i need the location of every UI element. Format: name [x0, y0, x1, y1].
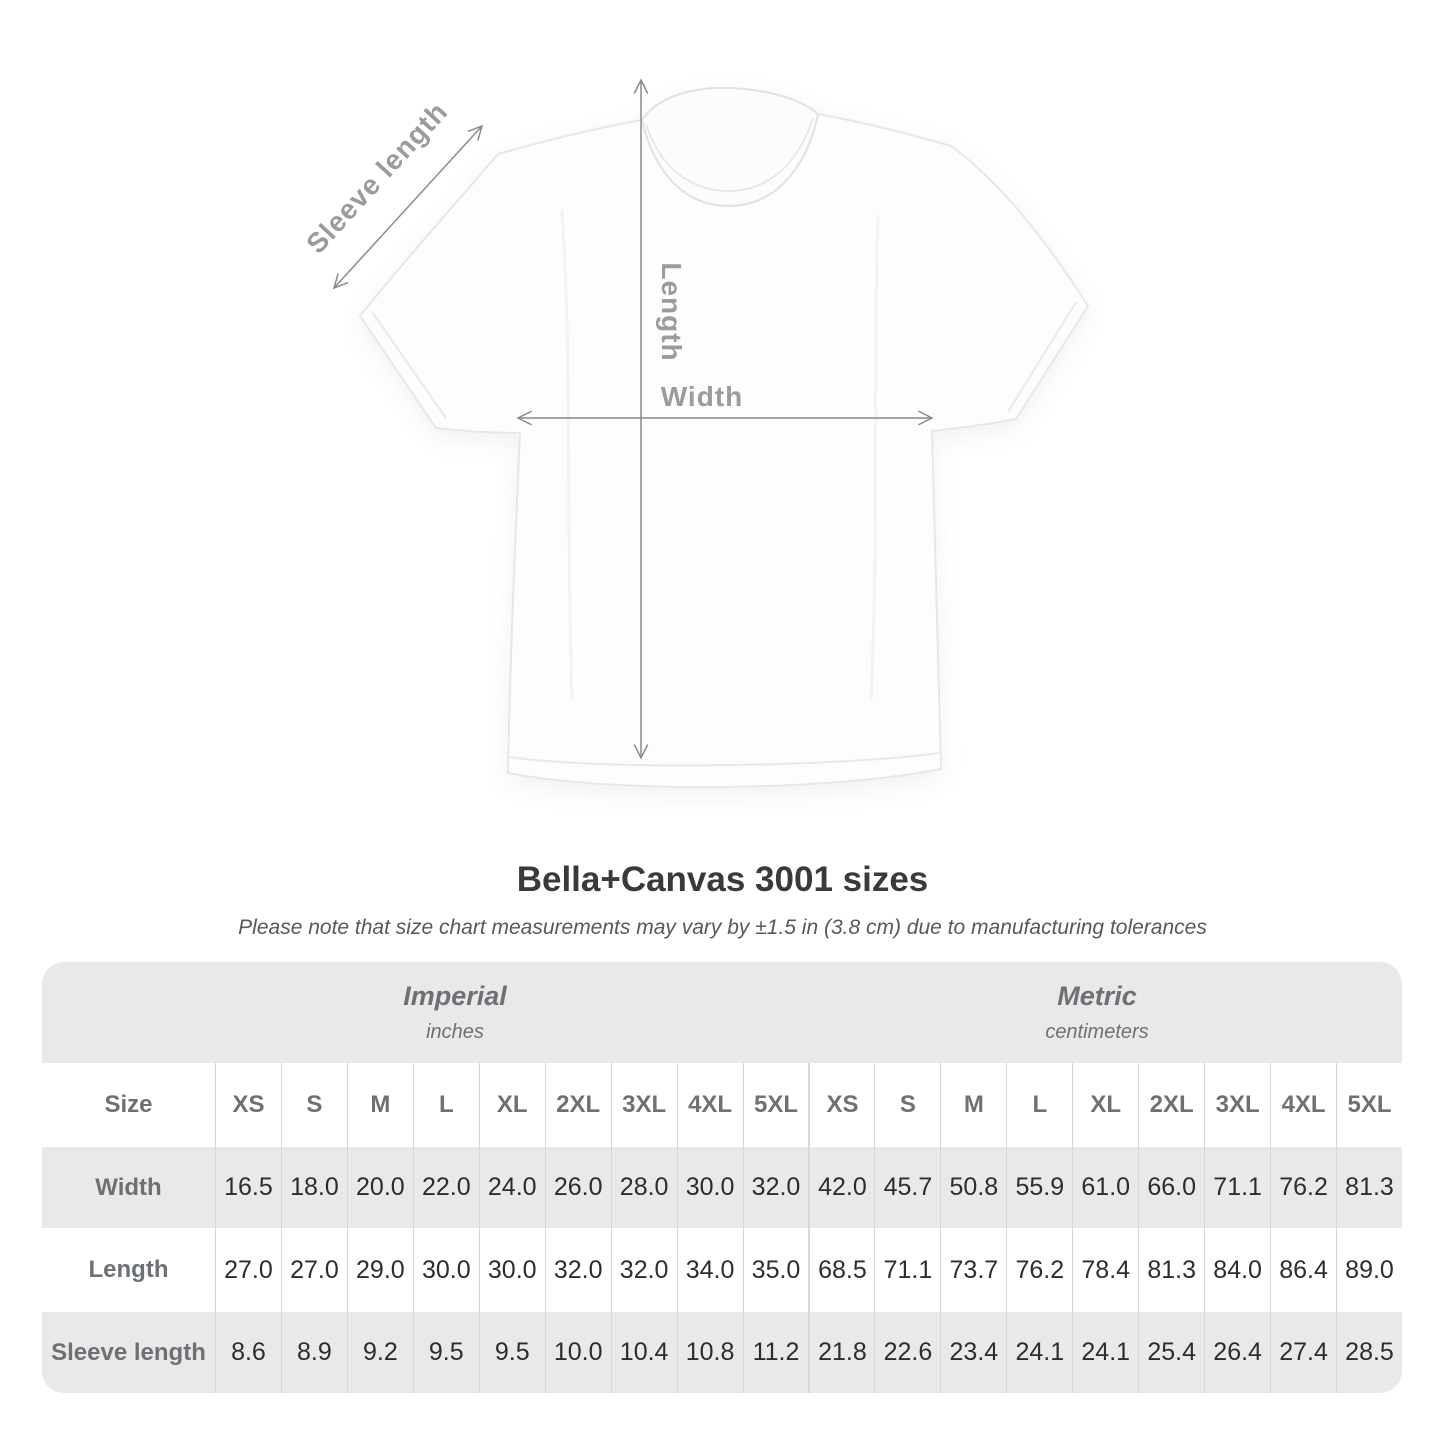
- row-label: Length: [88, 1256, 169, 1283]
- value-imperial-s: 27.0: [281, 1228, 347, 1312]
- size-header-imperial-l: L: [413, 1063, 479, 1147]
- value-metric-m: 50.8: [940, 1147, 1006, 1228]
- value-metric-s: 45.7: [874, 1147, 940, 1228]
- value-imperial-l: 9.5: [413, 1312, 479, 1393]
- row-label: Width: [95, 1173, 162, 1201]
- size-header-metric-4xl: 4XL: [1270, 1063, 1336, 1147]
- value-imperial-m: 9.2: [347, 1312, 413, 1393]
- value-imperial-xl: 24.0: [479, 1147, 545, 1228]
- value-imperial-5xl: 35.0: [743, 1228, 809, 1312]
- metric-label: Metric: [1057, 981, 1137, 1011]
- value-metric-5xl: 81.3: [1336, 1147, 1402, 1228]
- sleeve-length-label: Sleeve length: [300, 95, 454, 260]
- unit-header-band: [42, 962, 1402, 1063]
- value-metric-5xl: 28.5: [1336, 1312, 1402, 1393]
- value-metric-4xl: 76.2: [1270, 1147, 1336, 1228]
- value-metric-2xl: 25.4: [1138, 1312, 1204, 1393]
- value-imperial-l: 30.0: [413, 1228, 479, 1312]
- value-metric-3xl: 26.4: [1204, 1312, 1270, 1393]
- size-header-imperial-xl: XL: [479, 1063, 545, 1147]
- size-header-metric-2xl: 2XL: [1138, 1063, 1204, 1147]
- value-imperial-2xl: 32.0: [545, 1228, 611, 1312]
- value-imperial-s: 8.9: [281, 1312, 347, 1393]
- value-imperial-xl: 30.0: [479, 1228, 545, 1312]
- length-label: Length: [656, 262, 687, 362]
- size-column-header: Size: [104, 1091, 153, 1118]
- value-metric-xl: 24.1: [1072, 1312, 1138, 1393]
- imperial-section-header: [42, 962, 808, 1063]
- row-label: Sleeve length: [51, 1338, 206, 1366]
- table-row-length: [42, 1228, 1402, 1312]
- size-header-metric-xs: XS: [808, 1063, 874, 1147]
- value-imperial-4xl: 10.8: [677, 1312, 743, 1393]
- value-imperial-2xl: 10.0: [545, 1312, 611, 1393]
- value-imperial-4xl: 30.0: [677, 1147, 743, 1228]
- value-metric-m: 23.4: [940, 1312, 1006, 1393]
- size-header-metric-xl: XL: [1072, 1063, 1138, 1147]
- value-imperial-m: 29.0: [347, 1228, 413, 1312]
- imperial-unit: inches: [426, 1021, 484, 1043]
- value-imperial-5xl: 32.0: [743, 1147, 809, 1228]
- value-imperial-3xl: 28.0: [611, 1147, 677, 1228]
- page-title: Bella+Canvas 3001 sizes: [516, 860, 929, 899]
- size-header-metric-s: S: [874, 1063, 940, 1147]
- value-imperial-5xl: 11.2: [743, 1312, 809, 1393]
- value-imperial-l: 22.0: [413, 1147, 479, 1228]
- size-header-metric-5xl: 5XL: [1336, 1063, 1402, 1147]
- value-metric-4xl: 27.4: [1270, 1312, 1336, 1393]
- value-imperial-3xl: 10.4: [611, 1312, 677, 1393]
- value-metric-s: 22.6: [874, 1312, 940, 1393]
- value-imperial-s: 18.0: [281, 1147, 347, 1228]
- size-header-imperial-m: M: [347, 1063, 413, 1147]
- metric-unit: centimeters: [1045, 1021, 1149, 1043]
- table-row-sleeve-length: [42, 1312, 1402, 1393]
- value-imperial-3xl: 32.0: [611, 1228, 677, 1312]
- value-imperial-xs: 27.0: [215, 1228, 281, 1312]
- value-imperial-4xl: 34.0: [677, 1228, 743, 1312]
- imperial-label: Imperial: [403, 981, 507, 1011]
- value-metric-xl: 61.0: [1072, 1147, 1138, 1228]
- width-label: Width: [660, 381, 744, 412]
- size-header-imperial-2xl: 2XL: [545, 1063, 611, 1147]
- value-metric-l: 55.9: [1006, 1147, 1072, 1228]
- size-header-imperial-3xl: 3XL: [611, 1063, 677, 1147]
- value-metric-2xl: 81.3: [1138, 1228, 1204, 1312]
- size-header-imperial-xs: XS: [215, 1063, 281, 1147]
- value-metric-5xl: 89.0: [1336, 1228, 1402, 1312]
- value-imperial-xs: 16.5: [215, 1147, 281, 1228]
- value-metric-xs: 42.0: [808, 1147, 874, 1228]
- size-header-imperial-4xl: 4XL: [677, 1063, 743, 1147]
- value-metric-l: 76.2: [1006, 1228, 1072, 1312]
- value-metric-l: 24.1: [1006, 1312, 1072, 1393]
- value-metric-xs: 68.5: [808, 1228, 874, 1312]
- value-metric-xs: 21.8: [808, 1312, 874, 1393]
- value-imperial-xl: 9.5: [479, 1312, 545, 1393]
- tshirt-image: [360, 88, 1088, 787]
- size-header-imperial-s: S: [281, 1063, 347, 1147]
- value-metric-m: 73.7: [940, 1228, 1006, 1312]
- size-header-metric-l: L: [1006, 1063, 1072, 1147]
- value-metric-3xl: 71.1: [1204, 1147, 1270, 1228]
- size-header-metric-3xl: 3XL: [1204, 1063, 1270, 1147]
- tolerance-note: Please note that size chart measurements may vary by ±1.5 in (3.8 cm) due to manufacturing tolerances: [238, 916, 1207, 939]
- value-metric-xl: 78.4: [1072, 1228, 1138, 1312]
- size-header-row: [42, 1063, 1402, 1147]
- value-imperial-m: 20.0: [347, 1147, 413, 1228]
- value-imperial-xs: 8.6: [215, 1312, 281, 1393]
- value-imperial-2xl: 26.0: [545, 1147, 611, 1228]
- size-table-grid: [42, 1063, 1402, 1393]
- value-metric-2xl: 66.0: [1138, 1147, 1204, 1228]
- size-header-metric-m: M: [940, 1063, 1006, 1147]
- size-header-imperial-5xl: 5XL: [743, 1063, 809, 1147]
- metric-section-header: [808, 962, 1402, 1063]
- size-table: [42, 962, 1402, 1393]
- table-row-width: [42, 1147, 1402, 1228]
- value-metric-3xl: 84.0: [1204, 1228, 1270, 1312]
- value-metric-4xl: 86.4: [1270, 1228, 1336, 1312]
- value-metric-s: 71.1: [874, 1228, 940, 1312]
